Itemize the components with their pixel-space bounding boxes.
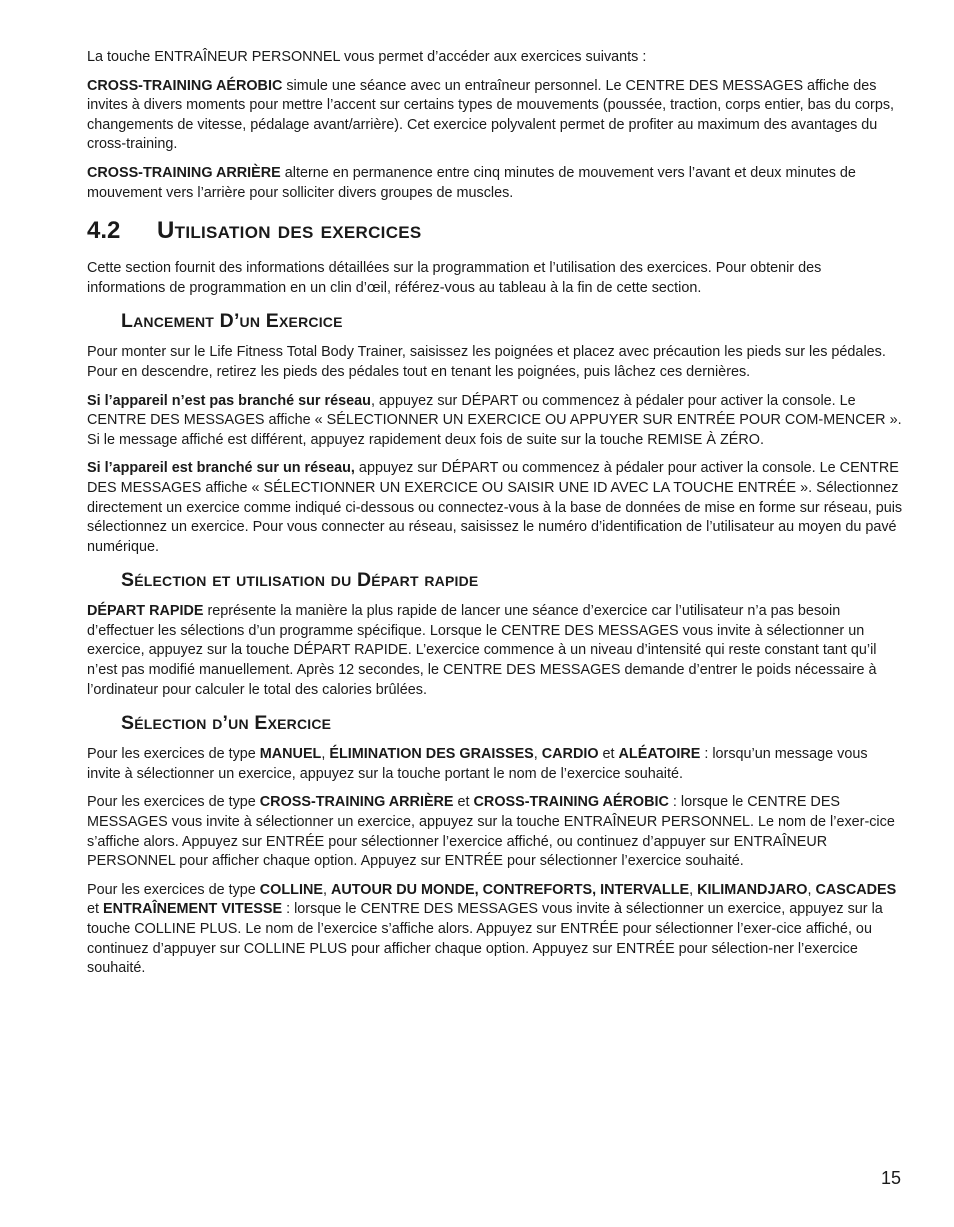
lancement-paragraph-3 bbox=[87, 459, 903, 557]
selection-p1-term-cardio: CARDIO bbox=[541, 746, 599, 763]
cross-training-aerobic-paragraph bbox=[87, 77, 903, 155]
lancement-paragraph-2 bbox=[87, 392, 903, 451]
lancement-paragraph-1: Pour monter sur le Life Fitness Total Body Trainer, saisissez les poignées et placez avec précaution les pieds sur les pédales. Pour en descendre, retirez les pieds des pédales tout en tenant les poignées, puis lâchez ces dernières. bbox=[87, 344, 886, 380]
selection-p1-term-manuel: MANUEL bbox=[259, 746, 322, 763]
selection-p3-sep: , bbox=[689, 881, 698, 898]
selection-paragraph-2 bbox=[87, 793, 903, 871]
selection-p3-term-colline: COLLINE bbox=[259, 881, 323, 898]
selection-p1-sep: , bbox=[321, 746, 330, 763]
depart-rapide-term: DÉPART RAPIDE bbox=[87, 603, 204, 620]
selection-p1-lead: Pour les exercices de type bbox=[87, 746, 260, 763]
selection-p3-lead: Pour les exercices de type bbox=[87, 881, 260, 898]
selection-p3-term-vitesse: ENTRAÎNEMENT VITESSE bbox=[103, 901, 283, 918]
section-intro-paragraph: Cette section fournit des informations détaillées sur la programmation et l’utilisation des exercices. Pour obtenir des informations de programmation en un clin d’œil, référez-vous au tableau à la fin de cette section. bbox=[87, 260, 822, 296]
selection-p2-sep: et bbox=[453, 794, 474, 811]
selection-p1-sep: et bbox=[598, 746, 619, 763]
selection-p1-sep: , bbox=[533, 746, 542, 763]
depart-rapide-heading: Sélection et utilisation du Départ rapide bbox=[121, 569, 479, 592]
selection-p1-term-graisses: ÉLIMINATION DES GRAISSES bbox=[329, 746, 534, 763]
cross-training-arriere-paragraph bbox=[87, 164, 903, 203]
selection-p3-sep: et bbox=[87, 901, 103, 918]
selection-p1-term-aleatoire: ALÉATOIRE bbox=[618, 746, 701, 763]
intro-paragraph: La touche ENTRAÎNEUR PERSONNEL vous permet d’accéder aux exercices suivants : bbox=[87, 49, 647, 65]
depart-rapide-text: représente la manière la plus rapide de lancer une séance d’exercice car l’utilisateur n’a pas besoin d’effectuer les sélections d’un programme spécifique. Lorsque le CENTRE DES MESSAGES vous invite à sélectionner un exercice, appuyez sur la touche DÉPART RAPIDE. L’exercice commence à un niveau d’intensité qui reste constant tant qu’il n’est pas modifié manuellement. Après 12 secondes, le CENTRE DES MESSAGES demande d’entrer le poids nécessaire à l’ordinateur pour calculer le total des calories brûlées. bbox=[87, 603, 877, 698]
lancement-p2-text: , appuyez sur DÉPART ou commencez à pédaler pour activer la console. Le CENTRE DES MESSAGES affiche « SÉLECTIONNER UN EXERCICE OU APPUYER SUR ENTRÉE POUR COM-MENCER ». Si le message affiché est différent, appuyez rapidement deux fois de suite sur la touche REMISE À ZÉRO. bbox=[87, 392, 902, 448]
cross-training-aerobic-term: CROSS-TRAINING AÉROBIC bbox=[87, 77, 283, 94]
selection-p2-lead: Pour les exercices de type bbox=[87, 794, 260, 811]
page-number: 15 bbox=[880, 1168, 901, 1188]
selection-p3-term-kilimandjaro: KILIMANDJARO bbox=[697, 881, 808, 898]
selection-p3-sep: , bbox=[807, 881, 816, 898]
cross-training-aerobic-description: simule une séance avec un entraîneur personnel. Le CENTRE DES MESSAGES affiche des invites à divers moments pour mettre l’accent sur certains types de mouvements (poussée, traction, corps entier, bas du corps, changements de vitesse, pédalage avant/arrière). Cet exercice polyvalent permet de profiter au maximum des avantages du cross-training. bbox=[87, 77, 895, 153]
selection-p2-text: : lorsque le CENTRE DES MESSAGES vous invite à sélectionner un exercice, appuyez sur la touche ENTRAÎNEUR PERSONNEL. Le nom de l’exer-cice s’affiche alors. Appuyez sur ENTRÉE pour sélectionner l’exercice affiché, ou continuez d’appuyer sur ENTRAÎNEUR PERSONNEL pour afficher chaque option. Appuyez sur ENTRÉE pour sélectionner l’exercice souhaité. bbox=[87, 794, 895, 870]
section-title: Utilisation des exercices bbox=[157, 217, 422, 245]
lancement-p3-text: appuyez sur DÉPART ou commencez à pédaler pour activer la console. Le CENTRE DES MESSAGES affiche « SÉLECTIONNER UN EXERCICE OU SAISIR UNE ID AVEC LA TOUCHE ENTRÉE ». Sélectionnez directement un exercice comme indiqué ci-dessous ou connectez-vous à la base de données de mise en forme sur réseau, puis sélectionnez un exercice. Pour vous connecter au réseau, saisissez le numéro d’identification de l’utilisateur au moyen du pavé numérique. bbox=[87, 460, 903, 555]
depart-rapide-paragraph bbox=[87, 602, 903, 700]
cross-training-arriere-term: CROSS-TRAINING ARRIÈRE bbox=[87, 164, 281, 181]
selection-paragraph-3 bbox=[87, 881, 903, 979]
lancement-heading: Lancement D’un Exercice bbox=[121, 310, 343, 333]
selection-p3-term-autour: AUTOUR DU MONDE, CONTREFORTS, INTERVALLE bbox=[330, 881, 690, 898]
section-heading bbox=[87, 217, 903, 245]
selection-paragraph-1 bbox=[87, 745, 903, 784]
selection-p1-text: : lorsqu’un message vous invite à sélectionner un exercice, appuyez sur la touche portant le nom de l’exercice souhaité. bbox=[87, 746, 868, 782]
section-number: 4.2 bbox=[87, 217, 121, 245]
lancement-p2-term: Si l’appareil n’est pas branché sur réseau bbox=[87, 392, 371, 409]
cross-training-arriere-description: alterne en permanence entre cinq minutes de mouvement vers l’avant et deux minutes de mouvement vers l’arrière pour solliciter divers groupes de muscles. bbox=[87, 164, 856, 201]
selection-heading: Sélection d’un Exercice bbox=[121, 712, 332, 735]
selection-p2-term-arriere: CROSS-TRAINING ARRIÈRE bbox=[259, 794, 454, 811]
lancement-p3-term: Si l’appareil est branché sur un réseau, bbox=[87, 460, 355, 477]
selection-p3-text: : lorsque le CENTRE DES MESSAGES vous invite à sélectionner un exercice, appuyez sur la touche COLLINE PLUS. Le nom de l’exercice s’affiche alors. Appuyez sur ENTRÉE pour sélectionner l’exer-cice affiché, ou continuez d’appuyer sur COLLINE PLUS pour afficher chaque option. Appuyez sur ENTRÉE pour sélection-ner l’exercice souhaité. bbox=[87, 901, 883, 977]
document-page bbox=[87, 48, 903, 988]
selection-p3-sep: , bbox=[322, 881, 331, 898]
selection-p2-term-aerobic: CROSS-TRAINING AÉROBIC bbox=[473, 794, 669, 811]
selection-p3-term-cascades: CASCADES bbox=[815, 881, 897, 898]
